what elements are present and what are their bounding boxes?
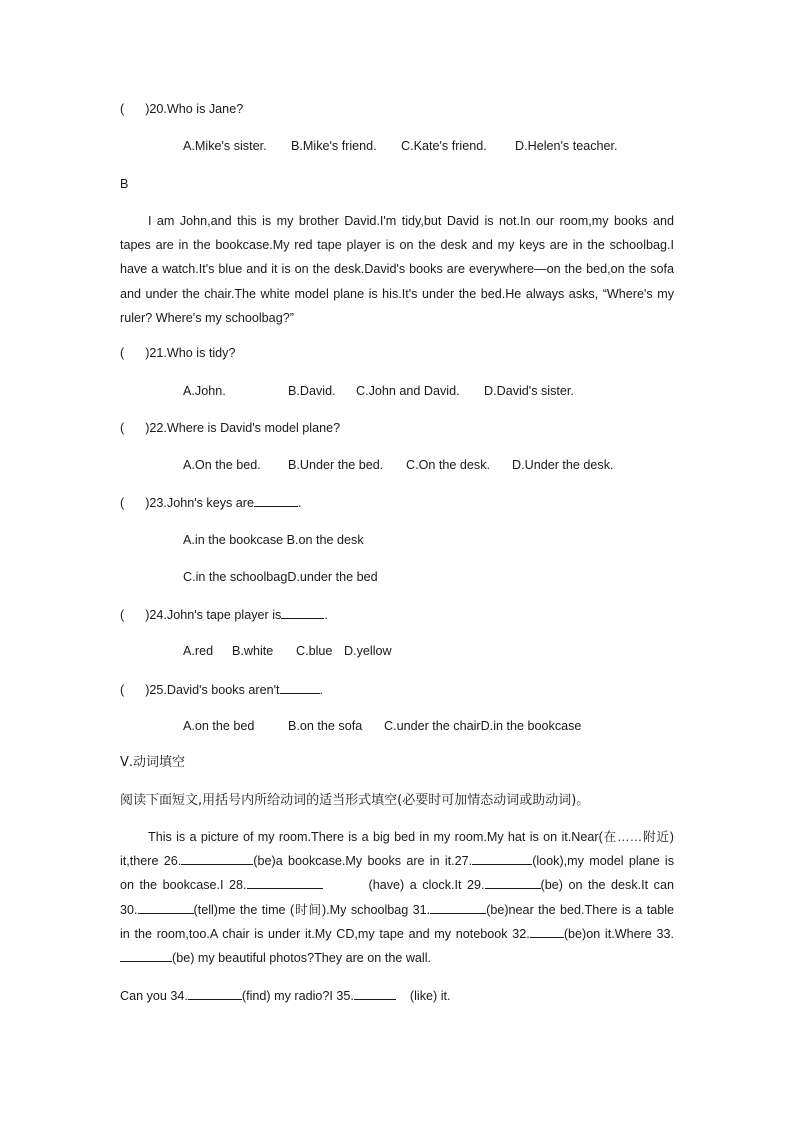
answer-paren: ( ) xyxy=(120,421,150,435)
option-a: A.John. xyxy=(183,384,226,398)
passage-b xyxy=(120,209,674,330)
question-25 xyxy=(120,681,323,698)
passage-text: (be)near the bed.There is a table in the room,too.A chair is under it.My CD,my tape and my notebook 32. xyxy=(120,902,675,941)
option-b: B.on the sofa xyxy=(288,719,363,733)
passage-text: (be) on the desk.It can 30. xyxy=(120,878,674,917)
stem-end: . xyxy=(298,496,302,510)
option-d: D.yellow xyxy=(344,644,392,658)
option-d: D.David's sister. xyxy=(484,384,574,398)
options-20 xyxy=(183,138,618,154)
stem-end: . xyxy=(319,683,324,697)
blank-28[interactable] xyxy=(247,876,323,889)
question-stem: 23.John's keys are xyxy=(149,496,255,510)
blank-26[interactable] xyxy=(181,852,253,865)
question-22 xyxy=(120,420,340,436)
option-a: A.on the bed xyxy=(183,719,255,733)
question-23 xyxy=(120,494,302,511)
passage-text: (look),my model plane is on the bookcase.I 28. xyxy=(120,854,674,893)
option-a: A.Mike's sister. xyxy=(183,139,267,153)
passage-text: (tell)me the time (时间).My schoolbag 31. xyxy=(193,902,431,917)
options-22 xyxy=(183,457,614,473)
option-a: A.red xyxy=(183,644,214,658)
option-c: C.John and David. xyxy=(356,384,460,398)
question-21 xyxy=(120,345,236,361)
question-stem: 24.John's tape player is xyxy=(149,608,282,622)
blank-32[interactable] xyxy=(530,925,564,938)
option-b: B.David. xyxy=(288,384,336,398)
options-23-line-1: A.in the bookcase B.on the desk xyxy=(183,533,364,547)
option-c: C.On the desk. xyxy=(406,458,490,472)
passage-text: (find) my radio?I 35. xyxy=(241,989,354,1003)
blank-29[interactable] xyxy=(485,876,541,889)
blank-27[interactable] xyxy=(472,852,532,865)
blank-33[interactable] xyxy=(120,949,172,962)
passage-v-text xyxy=(120,825,674,970)
passage-v xyxy=(120,825,674,970)
passage-text: (be)on it.Where 33. xyxy=(563,926,674,941)
answer-paren: ( ) xyxy=(120,102,150,116)
answer-blank[interactable] xyxy=(254,494,298,507)
blank-31[interactable] xyxy=(430,901,486,914)
question-20 xyxy=(120,101,243,117)
question-stem: 21.Who is tidy? xyxy=(149,346,236,360)
options-23-line-2: C.in the schoolbagD.under the bed xyxy=(183,570,378,584)
option-d: D.Helen's teacher. xyxy=(515,139,618,153)
option-d: D.Under the desk. xyxy=(512,458,614,472)
question-stem: 25.David's books aren't xyxy=(149,683,280,697)
answer-paren: ( ) xyxy=(120,496,150,510)
option-a: A.On the bed. xyxy=(183,458,261,472)
passage-text: This is a picture of my room.There is a big bed in my room.My hat is on it.Near(在……附近) it,there 26. xyxy=(120,830,674,869)
option-d: D.in the bookcase xyxy=(480,719,582,733)
options-25 xyxy=(183,718,581,734)
option-b: B.Under the bed. xyxy=(288,458,384,472)
answer-blank[interactable] xyxy=(281,606,324,619)
section-title-v: Ⅴ.动词填空 xyxy=(120,755,186,770)
option-c: C.under the chair xyxy=(384,719,481,733)
passage-text: (have) a clock.It 29. xyxy=(368,878,485,893)
question-stem: 22.Where is David's model plane? xyxy=(149,421,341,435)
passage-text: (be)a bookcase.My books are in it.27. xyxy=(253,854,473,869)
section-instruction: 阅读下面短文,用括号内所给动词的适当形式填空(必要时可加情态动词或助动词)。 xyxy=(120,793,590,808)
section-label-b: B xyxy=(120,177,129,191)
answer-blank[interactable] xyxy=(280,681,320,694)
answer-paren: ( ) xyxy=(120,608,150,622)
question-stem: 20.Who is Jane? xyxy=(149,102,244,116)
passage-text: (like) it. xyxy=(409,989,451,1003)
last-line xyxy=(120,987,451,1004)
passage-text: (be) my beautiful photos?They are on the wall. xyxy=(172,951,432,966)
option-b: B.white xyxy=(232,644,274,658)
options-21 xyxy=(183,383,574,399)
option-b: B.Mike's friend. xyxy=(291,139,377,153)
blank-34[interactable] xyxy=(188,987,242,1000)
answer-paren: ( ) xyxy=(120,683,150,697)
blank-30[interactable] xyxy=(138,901,194,914)
question-24 xyxy=(120,606,328,623)
option-c: C.Kate's friend. xyxy=(401,139,487,153)
stem-end: . xyxy=(324,608,328,622)
passage-b-text: I am John,and this is my brother David.I'm tidy,but David is not.In our room,my books and tapes are in the bookcase.My red tape player is on the desk and my keys are in the schoolbag.I have a watch.It's blue and it is on the desk.David's books are everywhere—on the bed,on the sofa and under the chair.The white model plane is his.It's under the bed.He always asks, “Where's my ruler? Where's my schoolbag?” xyxy=(120,214,674,325)
options-24 xyxy=(183,643,392,659)
option-c: C.blue xyxy=(296,644,333,658)
passage-text: Can you 34. xyxy=(120,989,188,1003)
answer-paren: ( ) xyxy=(120,346,150,360)
blank-35[interactable] xyxy=(354,987,396,1000)
